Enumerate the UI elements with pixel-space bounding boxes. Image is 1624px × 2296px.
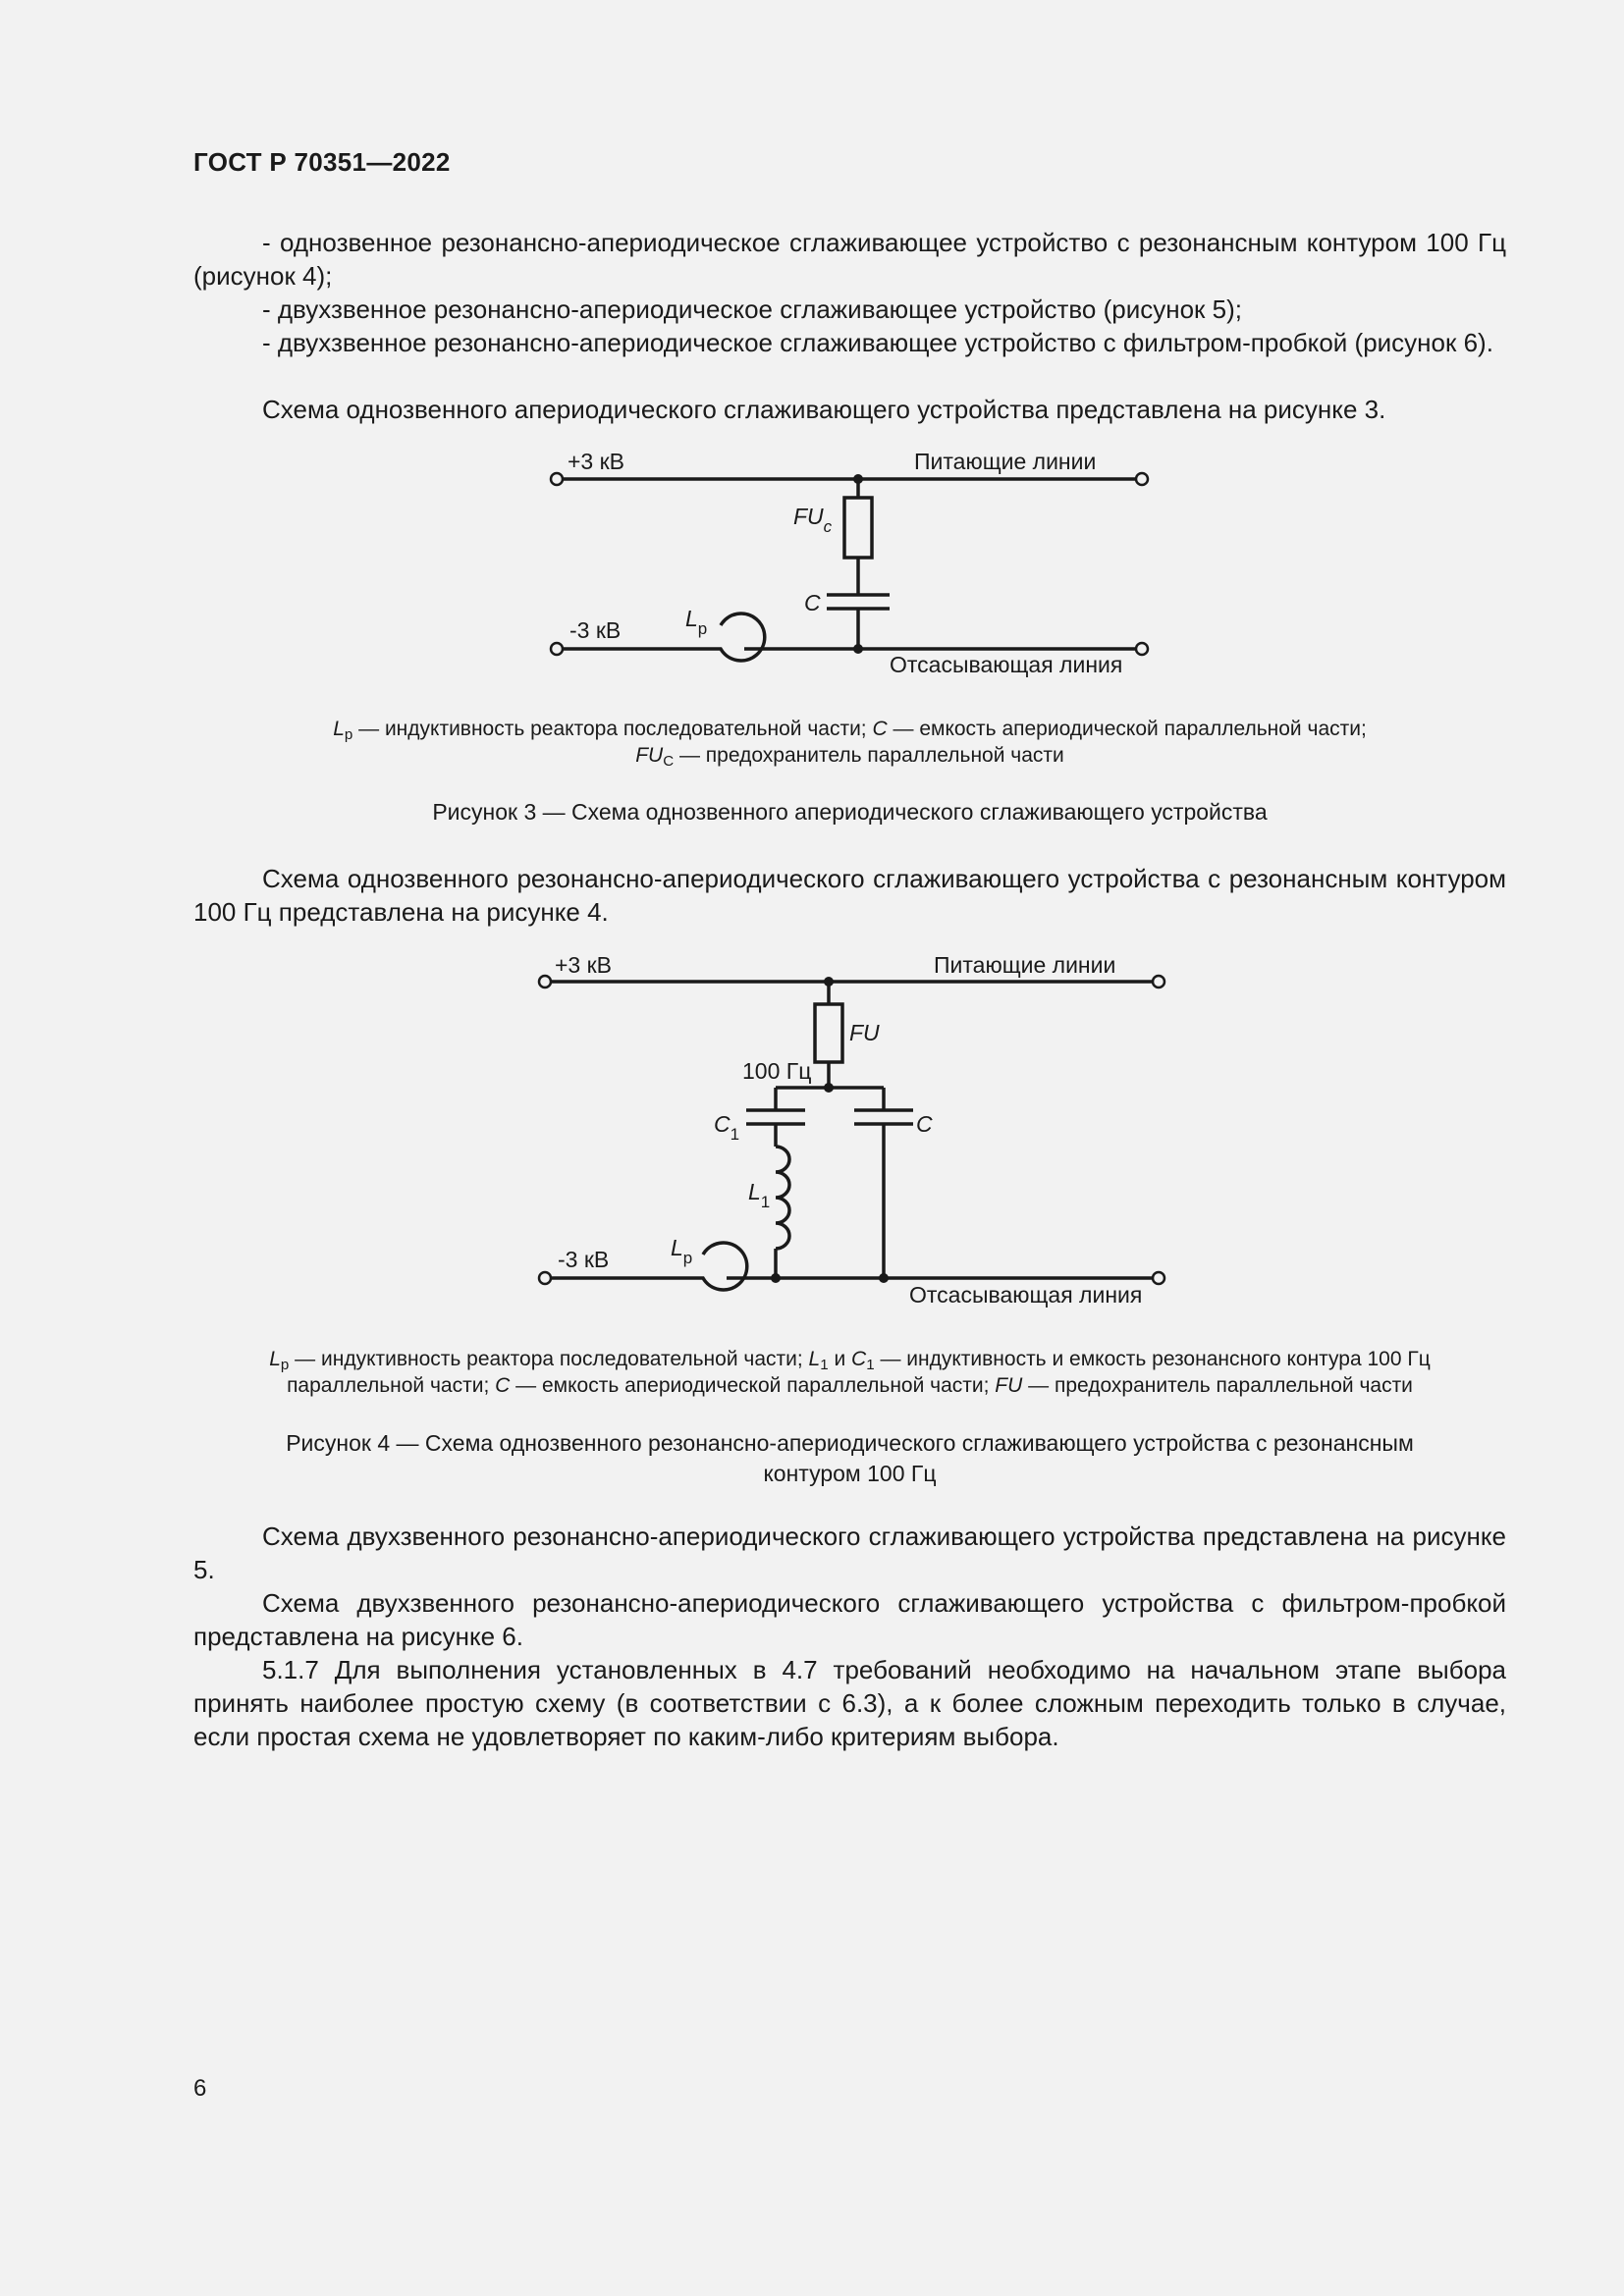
- clause-5-1-7-paragraph: 5.1.7 Для выполнения установленных в 4.7 требований необходимо на начальном этапе выбора принять наиболее простую схему (в соответствии с 6.3), а к более сложным переходить только в случае, если простая схема не удовлетворяет по каким-либо критериям выбора.: [193, 1655, 1506, 1751]
- minus-3kv-label: -3 кВ: [558, 1247, 610, 1272]
- figure5-reference-paragraph: Схема двухзвенного резонансно-апериодического сглаживающего устройства представлена на рисунке 5.: [193, 1522, 1506, 1584]
- return-line-label: Отсасывающая линия: [909, 1282, 1143, 1308]
- capacitor-c-label: C: [804, 590, 821, 615]
- fuse-fuc-label: $FU_c$: [793, 504, 833, 536]
- intro-figure3-sentence: Схема однозвенного апериодического сглаживающего устройства представлена на рисунке 3.: [262, 395, 1386, 424]
- fuse-fu-symbol: [815, 1004, 842, 1062]
- figure-3-diagram: [530, 442, 1178, 687]
- return-terminal-left: [539, 1272, 551, 1284]
- plus-3kv-label: +3 кВ: [555, 952, 613, 978]
- reactor-lp-symbol: [697, 614, 765, 661]
- figure-4-caption: Рисунок 4 — Схема однозвенного резонансно-апериодического сглаживающего устройства с резонансным контуром 100 Гц: [286, 1430, 1414, 1486]
- supply-terminal-right: [1153, 976, 1164, 988]
- node-return-junction: [853, 644, 863, 654]
- capacitor-c-label: C: [916, 1111, 933, 1137]
- return-terminal-left: [551, 643, 563, 655]
- page-number: 6: [193, 2075, 207, 2102]
- capacitor-c1-label: $C_1$: [714, 1111, 740, 1144]
- node-supply-junction: [853, 474, 863, 484]
- frequency-100hz-label: 100 Гц: [742, 1058, 812, 1084]
- supply-lines-label: Питающие линии: [914, 449, 1097, 474]
- reactor-lp-label: $L_p$: [685, 606, 708, 638]
- figure-4-diagram: [520, 942, 1188, 1315]
- node-return-junction-c: [879, 1273, 889, 1283]
- return-terminal-right: [1153, 1272, 1164, 1284]
- inductor-l1-label: $L_1$: [748, 1179, 771, 1211]
- figure6-reference-paragraph: Схема двухзвенного резонансно-апериодического сглаживающего устройства с фильтром-пробкой представлена на рисунке 6.: [193, 1588, 1506, 1651]
- document-header: ГОСТ Р 70351—2022: [193, 147, 451, 177]
- reactor-lp-label: $L_p$: [671, 1235, 693, 1267]
- node-return-junction-l1: [771, 1273, 781, 1283]
- figure4-intro-paragraph: Схема однозвенного резонансно-апериодического сглаживающего устройства с резонансным контуром 100 Гц представлена на рисунке 4.: [193, 864, 1506, 927]
- supply-terminal-right: [1136, 473, 1148, 485]
- list-item-figure4: - однозвенное резонансно-апериодическое сглаживающее устройство с резонансным контуром 100 Гц (рисунок 4);: [193, 228, 1506, 291]
- inductor-l1-coil: [776, 1147, 789, 1249]
- node-supply-junction: [824, 977, 834, 987]
- list-item-figure5: - двухзвенное резонансно-апериодическое сглаживающее устройство (рисунок 5);: [262, 294, 1242, 324]
- figure-3-caption: Рисунок 3 — Схема однозвенного апериодического сглаживающего устройства: [432, 799, 1268, 825]
- fuse-fuc-symbol: [844, 498, 872, 558]
- return-terminal-right: [1136, 643, 1148, 655]
- plus-3kv-label: +3 кВ: [568, 449, 625, 474]
- fuse-fu-label: FU: [849, 1020, 880, 1045]
- supply-lines-label: Питающие линии: [934, 952, 1116, 978]
- list-item-figure6: - двухзвенное резонансно-апериодическое сглаживающее устройство с фильтром-пробкой (рисунок 6).: [262, 328, 1493, 357]
- return-line-label: Отсасывающая линия: [890, 652, 1123, 677]
- supply-terminal-left: [551, 473, 563, 485]
- figure-3-legend: $L_р$ — индуктивность реактора последовательной части; C — емкость апериодической параллельной части; $FU_C$ — предохранитель параллельной части: [333, 718, 1367, 771]
- figure-4-legend: $L_р$ — индуктивность реактора последовательной части; $L_1$ и $C_1$ — индуктивность и емкость резонансного контура 100 Гц параллельной части; C — емкость апериодической параллельной части; FU — предохранитель параллельной части: [269, 1348, 1431, 1397]
- supply-terminal-left: [539, 976, 551, 988]
- minus-3kv-label: -3 кВ: [569, 617, 622, 643]
- node-split-junction: [824, 1083, 834, 1093]
